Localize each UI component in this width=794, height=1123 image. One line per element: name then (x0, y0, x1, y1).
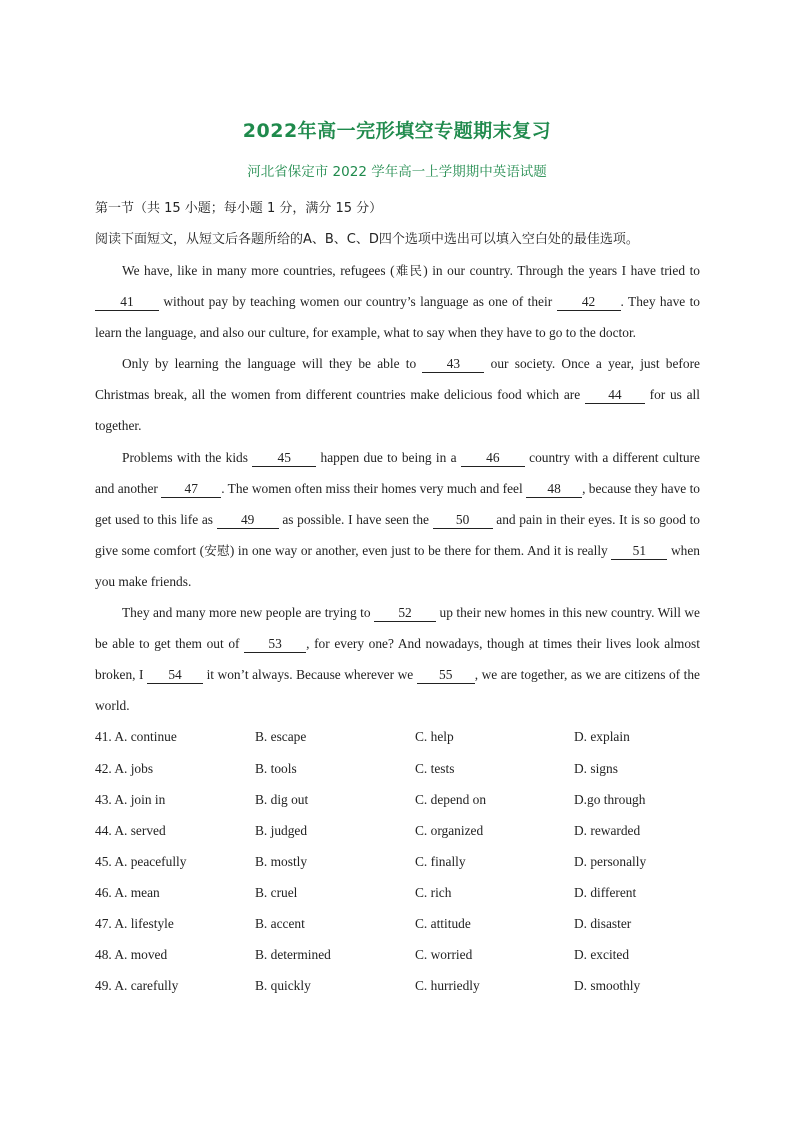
option-row (95, 939, 700, 970)
option-d: D. explain (574, 729, 630, 745)
option-c: C. tests (415, 760, 455, 776)
text-run: country with a different culture and another (95, 449, 700, 496)
option-a: 47. A. lifestyle (95, 915, 174, 931)
option-b: B. cruel (255, 884, 298, 900)
option-a: 46. A. mean (95, 884, 160, 900)
option-d: D. excited (574, 947, 630, 963)
blank-51: 51 (611, 542, 667, 560)
option-b: B. escape (255, 729, 307, 745)
section-title: 第一节（共 15 小题；每小题 1 分，满分 15 分） (95, 201, 383, 216)
passage-paragraph-4 (95, 597, 700, 721)
option-d: D. rewarded (574, 822, 641, 838)
text-run: , for every one? And nowadays, though at times their lives look almost broken, I (95, 636, 700, 683)
text-run: . The women often miss their homes very much and feel (221, 480, 527, 496)
blank-46: 46 (461, 449, 525, 467)
chinese-gloss: 安慰 (204, 542, 230, 558)
passage-paragraph-3 (95, 442, 700, 597)
option-c: C. rich (415, 884, 452, 900)
text-run: happen due to being in a (316, 449, 461, 465)
text-run: it won’t always. Because wherever we (203, 667, 417, 683)
option-c: C. hurriedly (415, 978, 480, 994)
chinese-gloss: 难民 (394, 263, 424, 278)
text-run: up their new homes in this new country. Will we be able to get them out of (95, 605, 701, 652)
text-run: We have, like in many more countries, refugees ( (122, 263, 395, 278)
text-run: as possible. I have seen the (278, 511, 433, 527)
blank-47: 47 (161, 480, 221, 498)
text-run: Problems with the kids (122, 449, 253, 465)
blank-49: 49 (217, 511, 279, 529)
passage-paragraph-1 (95, 255, 700, 348)
text-run: ) in our country. Through the years I have tried to (423, 263, 700, 278)
option-c: C. worried (415, 947, 473, 963)
blank-43: 43 (422, 355, 484, 373)
blank-45: 45 (252, 449, 316, 467)
option-row (95, 721, 700, 752)
text-run: and pain in their eyes. It is so good to give some comfort ( (95, 511, 700, 558)
text-run: when you make friends. (95, 542, 700, 589)
option-d: D. disaster (574, 915, 632, 931)
option-b: B. tools (255, 760, 297, 776)
option-d: D. different (574, 884, 637, 900)
option-a: 44. A. served (95, 822, 166, 838)
passage-paragraph-2 (95, 348, 700, 441)
blank-52: 52 (374, 604, 436, 622)
option-a: 41. A. continue (95, 729, 177, 745)
option-c: C. depend on (415, 791, 487, 807)
document-body (95, 193, 700, 1001)
option-a: 43. A. join in (95, 791, 166, 807)
text-run: . They have to learn the language, and also our culture, for example, what to say when they have to go to the doctor. (95, 294, 700, 341)
blank-48: 48 (526, 480, 582, 498)
blank-42: 42 (557, 293, 621, 311)
option-b: B. judged (255, 822, 308, 838)
option-row (95, 877, 700, 908)
text-run: ) in one way or another, even just to be there for them. And it is really (229, 542, 612, 558)
option-row (95, 908, 700, 939)
option-c: C. finally (415, 853, 466, 869)
option-b: B. dig out (255, 791, 309, 807)
text-run: , because they have to get used to this life as (95, 480, 700, 527)
option-a: 48. A. moved (95, 947, 168, 963)
option-c: C. attitude (415, 915, 471, 931)
option-d: D. signs (574, 760, 618, 776)
option-c: C. help (415, 729, 454, 745)
option-d: D. smoothly (574, 978, 641, 994)
text-run: without pay by teaching women our country’s language as one of their (159, 294, 557, 310)
text-run: , we are together, as we are citizens of the world. (95, 667, 700, 714)
text-run: They and many more new people are trying to (122, 605, 375, 621)
blank-44: 44 (585, 386, 645, 404)
option-row (95, 753, 700, 784)
option-b: B. accent (255, 915, 305, 931)
option-row (95, 846, 700, 877)
option-row (95, 970, 700, 1001)
option-d: D. personally (574, 853, 647, 869)
option-a: 42. A. jobs (95, 760, 154, 776)
section-instruction: 阅读下面短文，从短文后各题所给的A、B、C、D四个选项中选出可以填入空白处的最佳选项。 (95, 232, 639, 247)
blank-55: 55 (417, 666, 475, 684)
document-subtitle: 河北省保定市 2022 学年高一上学期期中英语试题 (247, 164, 547, 180)
blank-41: 41 (95, 293, 159, 311)
option-d: D.go through (574, 791, 646, 807)
option-row (95, 815, 700, 846)
text-run: our society. Once a year, just before Christmas break, all the women from different countries make delicious food which are (95, 356, 700, 403)
text-run: Only by learning the language will they be able to (122, 356, 423, 372)
option-row (95, 784, 700, 815)
option-b: B. determined (255, 947, 331, 963)
option-c: C. organized (415, 822, 484, 838)
option-a: 49. A. carefully (95, 978, 179, 994)
option-b: B. quickly (255, 978, 311, 994)
blank-50: 50 (433, 511, 493, 529)
answer-options (95, 721, 700, 1001)
option-a: 45. A. peacefully (95, 853, 187, 869)
blank-54: 54 (147, 666, 203, 684)
blank-53: 53 (244, 635, 306, 653)
option-b: B. mostly (255, 853, 308, 869)
text-run: for us all together. (95, 387, 700, 434)
document-title: 2022年高一完形填空专题期末复习 (242, 120, 552, 142)
